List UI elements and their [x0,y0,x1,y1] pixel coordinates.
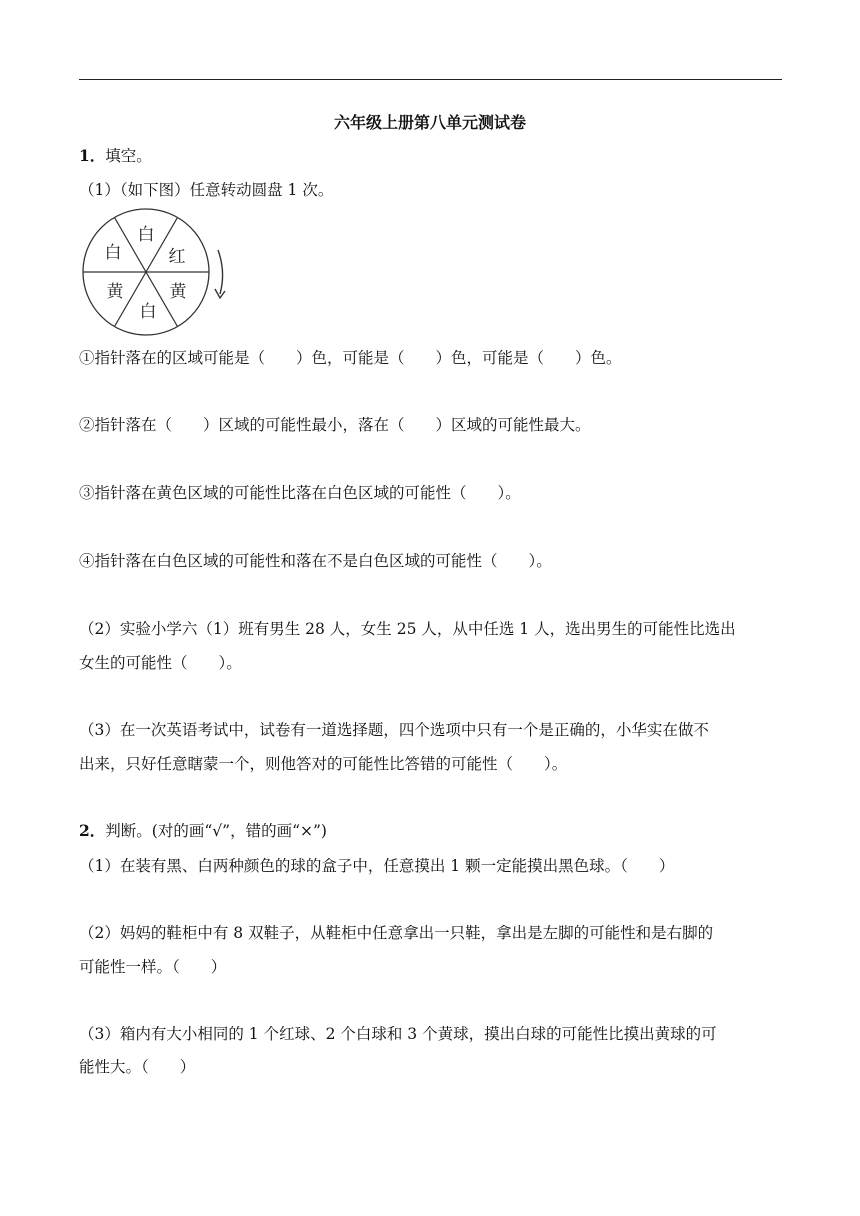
spinner-sector-label: 白 [104,243,122,263]
q1-sub1-text: （1）（如下图）任意转动圆盘 1 次。 [79,181,334,199]
q1-sub3-line1: （3）在一次英语考试中，试卷有一道选择题，四个选项中只有一个是正确的，小华实在做不 [79,721,709,739]
spinner-sector-label: 红 [168,247,186,267]
q1-header [79,146,152,166]
q1-item-3: ③指针落在黄色区域的可能性比落在白色区域的可能性（ ）。 [79,484,521,502]
spinner-sector-label: 白 [137,225,155,245]
q2-sub3-line1: （3）箱内有大小相同的 1 个红球、2 个白球和 3 个黄球，摸出白球的可能性比摸出黄球的可 [79,1025,717,1043]
q1-item-1: ①指针落在的区域可能是（ ）色，可能是（ ）色，可能是（ ）色。 [79,349,622,367]
q2-header [79,821,327,841]
q2-sub1-line1: （1）在装有黑、白两种颜色的球的盒子中，任意摸出 1 颗一定能摸出黑色球。（ ） [79,857,675,875]
q1-heading: 填空。 [105,147,152,165]
spinner-sector-label: 黄 [106,282,124,302]
q1-sub3-line2: 出来，只好任意瞎蒙一个，则他答对的可能性比答错的可能性（ ）。 [79,755,568,773]
q1-item-4: ④指针落在白色区域的可能性和落在不是白色区域的可能性（ ）。 [79,552,552,570]
q1-item-2: ②指针落在（ ）区域的可能性最小，落在（ ）区域的可能性最大。 [79,416,591,434]
q2-sub3-line2: 能性大。（ ） [79,1058,196,1076]
header-rule [79,79,782,80]
spinner-sector-label: 白 [139,302,157,322]
spinner-figure [80,208,230,338]
page-title: 六年级上册第八单元测试卷 [333,113,526,132]
q2-heading: 判断。(对的画“√”，错的画“×”) [105,822,327,840]
q2-sub2-line1: （2）妈妈的鞋柜中有 8 双鞋子，从鞋柜中任意拿出一只鞋，拿出是左脚的可能性和是右脚的 [79,924,714,942]
clockwise-arrow-icon [218,250,223,294]
spinner-sector-label: 黄 [169,282,187,302]
q2-sub2-line2: 可能性一样。（ ） [79,958,227,976]
q1-number: 1． [79,146,106,165]
q1-sub2-line1: （2）实验小学六（1）班有男生 28 人，女生 25 人，从中任选 1 人，选出男生的可能性比选出 [79,620,736,638]
q2-number: 2． [79,821,106,840]
q1-sub2-line2: 女生的可能性（ ）。 [79,654,242,672]
